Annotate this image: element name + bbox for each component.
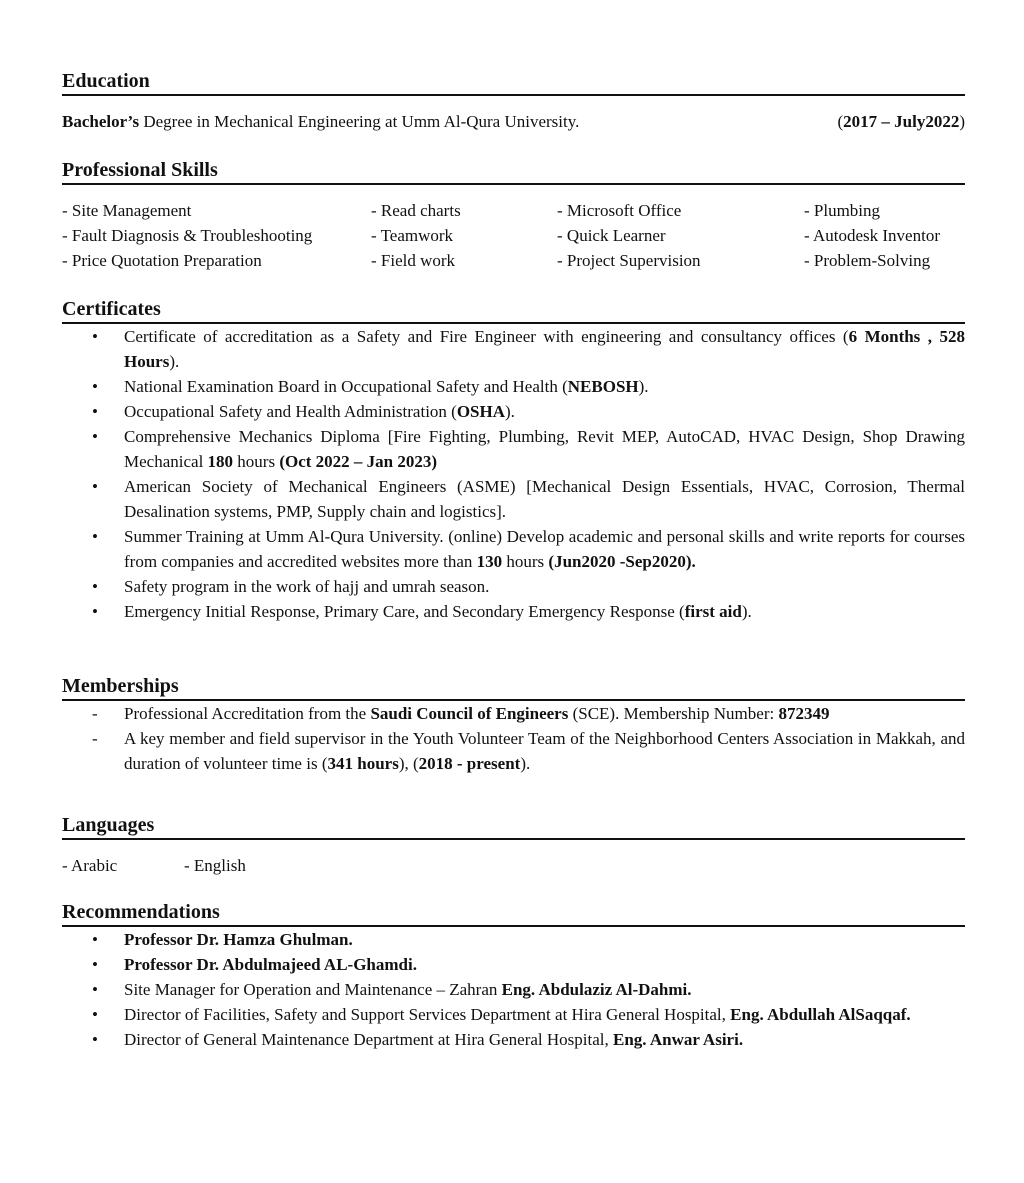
skill-item: - Fault Diagnosis & Troubleshooting xyxy=(62,226,313,245)
bold-text: 872349 xyxy=(778,704,830,723)
bullet-icon: • xyxy=(92,930,98,949)
bullet-icon: • xyxy=(92,327,98,346)
list-item xyxy=(62,1027,965,1052)
text-segment: Professional Accreditation from the xyxy=(124,704,371,723)
section-heading: Certificates xyxy=(62,298,965,324)
bold-text: OSHA xyxy=(456,402,506,421)
list-item xyxy=(62,574,965,599)
skill-item: - Project Supervision xyxy=(557,251,701,270)
list-item xyxy=(62,701,965,726)
degree-text xyxy=(62,109,579,134)
skill-item: - Problem-Solving xyxy=(804,251,931,270)
memberships-section xyxy=(62,675,965,776)
text-segment: Occupational Safety and Health Administration ( xyxy=(124,402,457,421)
bullet-icon: • xyxy=(92,602,98,621)
skill-item: - Plumbing xyxy=(804,201,881,220)
language-item: - Arabic xyxy=(62,856,118,875)
bold-text: first aid xyxy=(684,602,742,621)
list-item xyxy=(62,324,965,374)
list-item xyxy=(62,399,965,424)
certificates-section xyxy=(62,298,965,624)
language-item: - English xyxy=(184,856,246,875)
bullet-icon: • xyxy=(92,427,98,446)
bold-text: Professor Dr. Abdulmajeed AL-Ghamdi. xyxy=(124,955,417,974)
skill-item: - Quick Learner xyxy=(557,226,666,245)
text-segment: ). xyxy=(169,352,180,371)
text-segment: Degree in Mechanical Engineering at Umm Al-Qura University. xyxy=(139,112,580,131)
bold-text: Eng. Abdullah AlSaqqaf. xyxy=(730,1005,911,1024)
bold-text: NEBOSH xyxy=(567,377,639,396)
languages-section xyxy=(62,814,965,878)
bold-text: 341 hours xyxy=(327,754,399,773)
text-segment: Summer Training at Umm Al-Qura University. (online) Develop academic and personal skills and write reports for courses from companies and accredited websites more than xyxy=(124,527,965,571)
section-heading: Memberships xyxy=(62,675,965,701)
text-segment: ). xyxy=(505,402,515,421)
dash-icon: - xyxy=(92,704,98,723)
list-item xyxy=(62,1002,965,1027)
bullet-icon: • xyxy=(92,527,98,546)
text-segment: A key member and field supervisor in the Youth Volunteer Team of the Neighborhood Centers Association in Makkah, and duration of volunteer time is ( xyxy=(124,729,965,773)
text-segment: ). xyxy=(520,754,531,773)
bold-text: Saudi Council of Engineers xyxy=(370,704,569,723)
text-segment: Director of Facilities, Safety and Support Services Department at Hira General Hospital, xyxy=(124,1005,731,1024)
text-segment: Emergency Initial Response, Primary Care, and Secondary Emergency Response ( xyxy=(124,602,685,621)
education-section xyxy=(62,70,965,134)
recommendations-list xyxy=(62,927,965,1052)
skill-item: - Field work xyxy=(371,251,456,270)
text-segment: American Society of Mechanical Engineers (ASME) [Mechanical Design Essentials, HVAC, Corrosion, Thermal Desalination systems, PMP, Supply chain and logistics]. xyxy=(124,477,965,521)
list-item xyxy=(62,524,965,574)
bullet-icon: • xyxy=(92,1030,98,1049)
text-segment: ). xyxy=(741,602,752,621)
bold-text: Bachelor’s xyxy=(62,112,140,131)
bullet-icon: • xyxy=(92,477,98,496)
bullet-icon: • xyxy=(92,577,98,596)
text-segment: Site Manager for Operation and Maintenance – Zahran xyxy=(124,980,502,999)
text-segment: Comprehensive Mechanics Diploma [Fire Fighting, Plumbing, Revit MEP, AutoCAD, HVAC Design, Shop Drawing Mechanical xyxy=(124,427,965,471)
skill-item: - Read charts xyxy=(371,201,461,220)
bullet-icon: • xyxy=(92,955,98,974)
list-item xyxy=(62,474,965,524)
list-item xyxy=(62,952,965,977)
skill-item: - Teamwork xyxy=(371,226,454,245)
list-item xyxy=(62,374,965,399)
bold-text: Eng. Abdulaziz Al-Dahmi. xyxy=(501,980,692,999)
bullet-icon: • xyxy=(92,980,98,999)
bold-text: (Jun2020 -Sep2020). xyxy=(548,552,696,571)
bold-text: 2018 - present xyxy=(418,754,521,773)
skill-item: - Autodesk Inventor xyxy=(804,226,940,245)
bold-text: 130 xyxy=(476,552,503,571)
bullet-icon: • xyxy=(92,377,98,396)
skills-section xyxy=(62,159,965,273)
section-heading: Languages xyxy=(62,814,965,840)
dash-icon: - xyxy=(92,729,98,748)
text-segment: ) xyxy=(959,112,965,131)
bullet-icon: • xyxy=(92,402,98,421)
skill-item: - Price Quotation Preparation xyxy=(62,251,262,270)
bold-text: 6 Months , 528 Hours xyxy=(124,327,966,371)
text-segment: hours xyxy=(233,452,280,471)
text-segment: hours xyxy=(502,552,549,571)
list-item xyxy=(62,424,965,474)
text-segment: Director of General Maintenance Department at Hira General Hospital, xyxy=(124,1030,614,1049)
memberships-list xyxy=(62,701,965,776)
skills-grid xyxy=(62,198,965,273)
bold-text: 180 xyxy=(207,452,234,471)
text-segment: Certificate of accreditation as a Safety and Fire Engineer with engineering and consultancy offices ( xyxy=(124,327,849,346)
recommendations-section xyxy=(62,901,965,1052)
list-item xyxy=(62,977,965,1002)
skill-item: - Microsoft Office xyxy=(557,201,682,220)
degree-dates xyxy=(837,109,965,134)
text-segment: ). xyxy=(638,377,649,396)
section-heading: Professional Skills xyxy=(62,159,965,185)
text-segment: (SCE). Membership Number: xyxy=(568,704,779,723)
list-item xyxy=(62,927,965,952)
text-segment: Safety program in the work of hajj and umrah season. xyxy=(124,577,490,596)
list-item xyxy=(62,599,965,624)
bold-text: Eng. Anwar Asiri. xyxy=(613,1030,744,1049)
text-segment: ), ( xyxy=(398,754,419,773)
section-heading: Education xyxy=(62,70,965,96)
bold-text: 2017 – July2022 xyxy=(843,112,960,131)
bold-text: Professor Dr. Hamza Ghulman. xyxy=(124,930,353,949)
text-segment: National Examination Board in Occupational Safety and Health ( xyxy=(124,377,568,396)
skill-item: - Site Management xyxy=(62,201,192,220)
text-segment: ( xyxy=(837,112,844,131)
section-heading: Recommendations xyxy=(62,901,965,927)
bold-text: (Oct 2022 – Jan 2023) xyxy=(279,452,438,471)
list-item xyxy=(62,726,965,776)
certificates-list xyxy=(62,324,965,624)
bullet-icon: • xyxy=(92,1005,98,1024)
